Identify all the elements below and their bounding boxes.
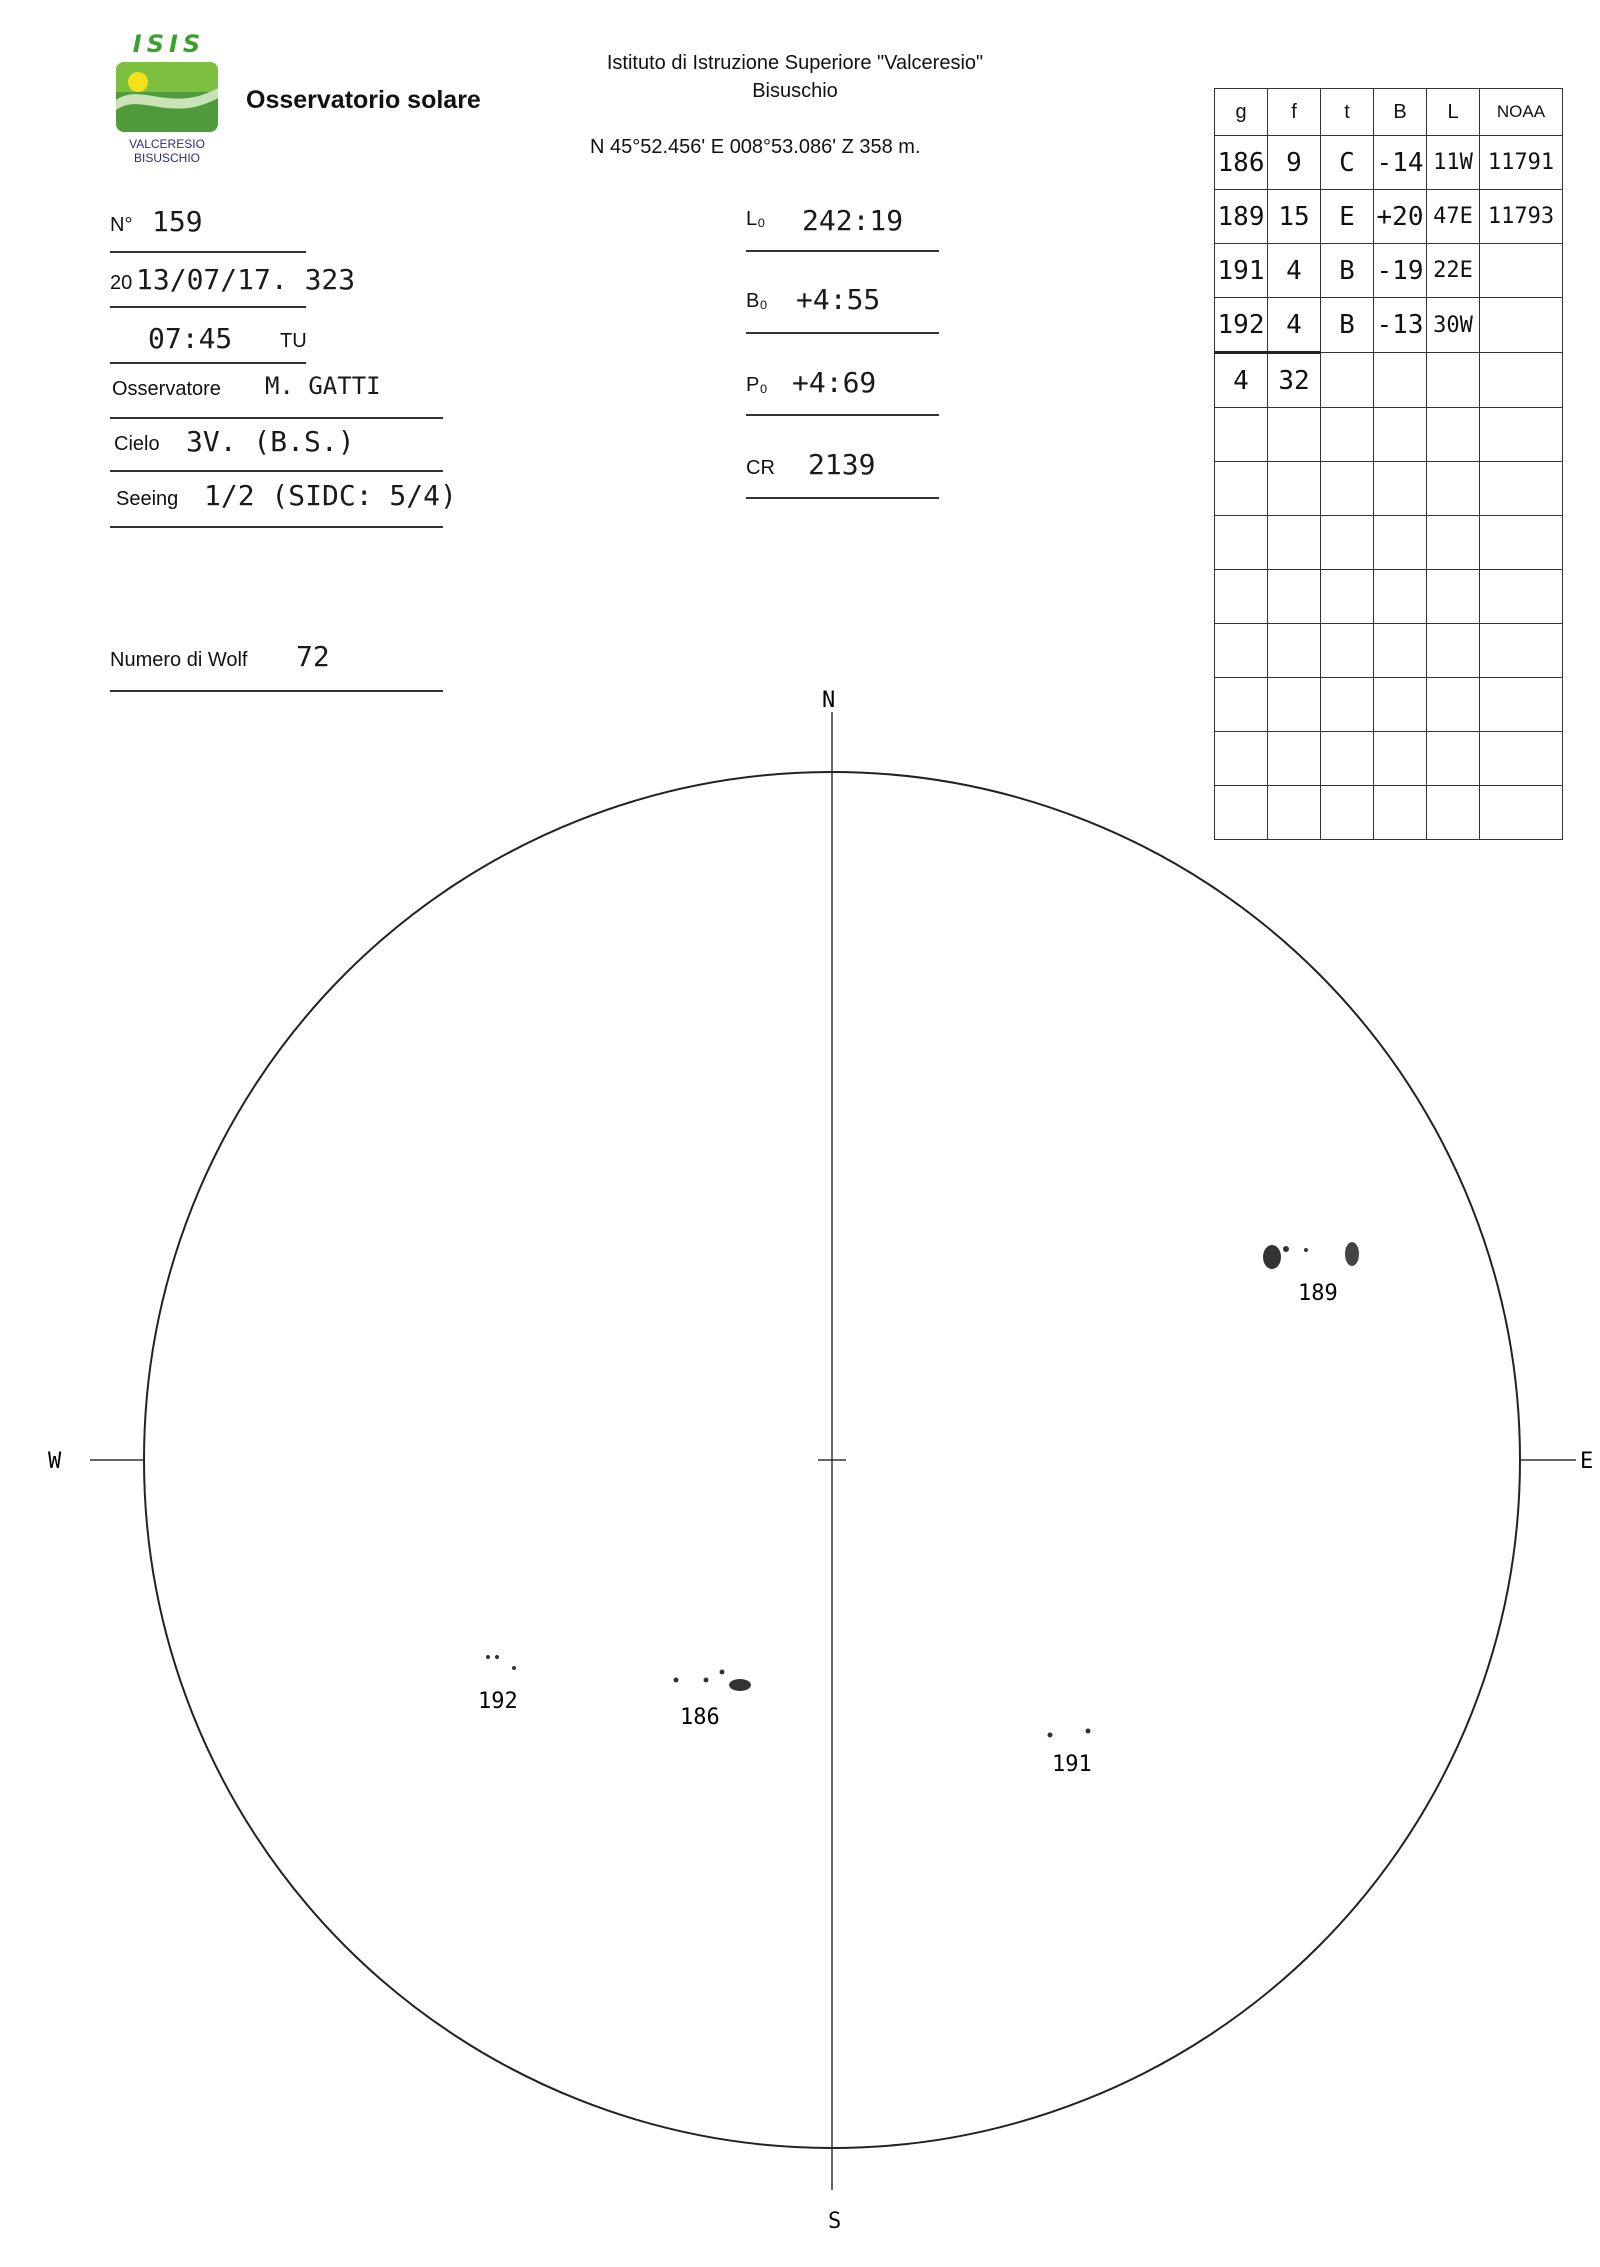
number-label: N°	[110, 214, 133, 236]
P0-value: +4:69	[792, 366, 877, 399]
table-cell: 186	[1215, 136, 1268, 190]
table-cell: 189	[1215, 190, 1268, 244]
group-label-191: 191	[1052, 1752, 1092, 1777]
sunspot	[1048, 1733, 1053, 1738]
table-cell: 11793	[1480, 190, 1563, 244]
table-cell: 4	[1268, 244, 1321, 298]
time-unit: TU	[280, 330, 307, 352]
date-value: 13/07/17. 323	[136, 263, 356, 296]
date-prefix: 20	[110, 272, 133, 294]
table-cell: -13	[1374, 298, 1427, 353]
sunspot	[674, 1678, 679, 1683]
table-cell: 30W	[1427, 298, 1480, 353]
sunspot	[1304, 1248, 1308, 1252]
header-B: B	[1374, 89, 1427, 136]
table-cell: 191	[1215, 244, 1268, 298]
table-cell: 11W	[1427, 136, 1480, 190]
table-cell: E	[1321, 190, 1374, 244]
south-label: S	[828, 2209, 842, 2234]
sunspot-group-186	[674, 1670, 752, 1731]
table-cell: -19	[1374, 244, 1427, 298]
CR-label: CR	[746, 457, 775, 479]
header-t: t	[1321, 89, 1374, 136]
L0-value: 242:19	[802, 204, 904, 237]
header-L: L	[1427, 89, 1480, 136]
table-cell: 11791	[1480, 136, 1563, 190]
sunspot	[1086, 1729, 1091, 1734]
west-label: W	[48, 1449, 62, 1474]
wolf-value: 72	[296, 640, 330, 673]
header-g: g	[1215, 89, 1268, 136]
observer-label: Osservatore	[112, 378, 221, 400]
table-cell: 4	[1215, 353, 1268, 408]
L0-label: L₀	[746, 208, 766, 230]
table-cell: B	[1321, 244, 1374, 298]
table-cell: C	[1321, 136, 1374, 190]
sunspot	[704, 1678, 709, 1683]
table-cell: +20	[1374, 190, 1427, 244]
observatory-title: Osservatorio solare	[246, 86, 481, 114]
sunspot-group-191	[1048, 1729, 1092, 1778]
number-value: 159	[152, 205, 203, 238]
header-f: f	[1268, 89, 1321, 136]
sunspot	[1283, 1246, 1289, 1252]
seeing-label: Seeing	[116, 488, 179, 510]
CR-value: 2139	[808, 448, 876, 481]
logo-subtitle-1: VALCERESIO	[129, 137, 205, 151]
sunspot-group-189	[1263, 1242, 1359, 1306]
B0-value: +4:55	[796, 283, 881, 316]
location-coords: N 45°52.456' E 008°53.086' Z 358 m.	[590, 136, 921, 158]
time-value: 07:45	[148, 322, 233, 355]
east-label: E	[1580, 1449, 1594, 1474]
P0-label: P₀	[746, 374, 768, 396]
group-label-192: 192	[478, 1689, 518, 1714]
isis-logo-text: ISIS	[132, 30, 206, 58]
table-cell: -14	[1374, 136, 1427, 190]
sunspot	[486, 1655, 490, 1659]
sunspot	[729, 1679, 751, 1691]
seeing-value: 1/2 (SIDC: 5/4)	[204, 479, 457, 512]
table-cell: 192	[1215, 298, 1268, 353]
observer-value: M. GATTI	[265, 372, 381, 400]
institute-place: Bisuschio	[752, 80, 838, 102]
group-label-189: 189	[1298, 1281, 1338, 1306]
sunspot	[495, 1655, 499, 1659]
table-cell: 47E	[1427, 190, 1480, 244]
table-cell: 22E	[1427, 244, 1480, 298]
sunspot	[512, 1666, 516, 1670]
B0-label: B₀	[746, 290, 768, 312]
logo-subtitle-2: BISUSCHIO	[133, 151, 200, 165]
institute-name: Istituto di Istruzione Superiore "Valceresio"	[606, 52, 984, 74]
table-cell: 9	[1268, 136, 1321, 190]
sunspot	[720, 1670, 725, 1675]
group-label-186: 186	[680, 1705, 720, 1730]
table-cell: 15	[1268, 190, 1321, 244]
sky-value: 3V. (B.S.)	[186, 425, 355, 458]
north-label: N	[822, 688, 836, 713]
header-noaa: NOAA	[1480, 89, 1563, 136]
sky-label: Cielo	[114, 433, 160, 455]
table-cell: B	[1321, 298, 1374, 353]
sunspot	[1263, 1245, 1281, 1269]
sunspot-group-192	[478, 1655, 518, 1714]
table-cell: 32	[1268, 353, 1321, 408]
sunspot	[1345, 1242, 1359, 1266]
table-cell: 4	[1268, 298, 1321, 353]
wolf-label: Numero di Wolf	[110, 649, 248, 671]
